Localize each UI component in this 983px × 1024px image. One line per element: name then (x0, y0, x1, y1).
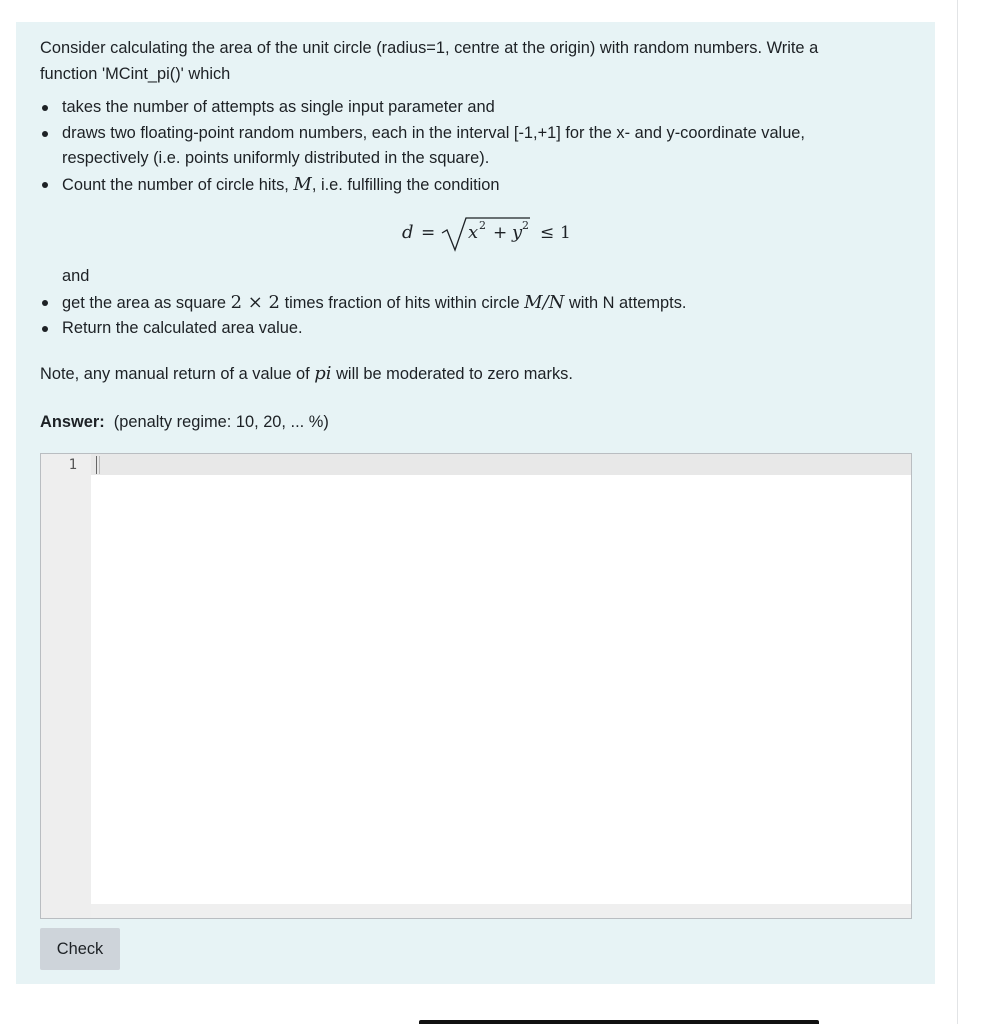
formula-block (40, 198, 912, 268)
requirements-list-2 (40, 290, 912, 342)
page-divider (957, 0, 958, 1024)
list-item: get the area as square 2 × 2 times fraction of hits within circle M/N with N attempts. (62, 290, 912, 317)
formula-x: x (468, 222, 479, 243)
formula-plus: + (493, 223, 508, 243)
formula-le: ≤ (540, 223, 555, 243)
bottom-bar (419, 1020, 819, 1024)
question-intro: Consider calculating the area of the unit circle (radius=1, centre at the origin) with random numbers. Write a function 'MCint_pi()' which (40, 39, 819, 83)
math-pi: pi (314, 362, 332, 384)
text-cursor-shadow (99, 456, 100, 474)
math-m-over-n: M/N (524, 291, 565, 313)
editor-scrollbar[interactable] (91, 904, 911, 918)
formula-y-exp: 2 (522, 219, 529, 232)
penalty-regime: (penalty regime: 10, 20, ... %) (113, 413, 329, 431)
list-item: takes the number of attempts as single input parameter and (62, 95, 912, 121)
line-number: 1 (68, 457, 77, 473)
text-cursor (96, 456, 97, 474)
answer-label-row (40, 410, 912, 436)
and-text: and (62, 267, 90, 285)
code-editor[interactable] (40, 453, 912, 919)
distance-formula (400, 212, 620, 256)
requirements-list (40, 95, 912, 198)
active-line (91, 454, 911, 475)
note-text: Note, any manual return of a value of pi will be moderated to zero marks. (40, 362, 573, 384)
formula-y: y (512, 222, 523, 243)
formula-d: d (402, 222, 414, 243)
check-button[interactable]: Check (40, 928, 120, 970)
list-item: Count the number of circle hits, M, i.e. fulfilling the condition (62, 172, 912, 199)
formula-x-exp: 2 (479, 219, 486, 232)
question-text (40, 36, 912, 436)
line-number-gutter (41, 454, 91, 918)
list-item: Return the calculated area value. (62, 316, 912, 342)
answer-label: Answer: (40, 413, 105, 431)
list-item: draws two floating-point random numbers, each in the interval [-1,+1] for the x- and y-coordinate value, respectively (i.e. points uniformly distributed in the square). (62, 121, 912, 172)
formula-one: 1 (560, 223, 571, 243)
formula-equals: = (421, 223, 436, 243)
math-2x2: 2 × 2 (230, 291, 281, 313)
math-m: M (293, 173, 312, 195)
question-panel (16, 22, 935, 984)
